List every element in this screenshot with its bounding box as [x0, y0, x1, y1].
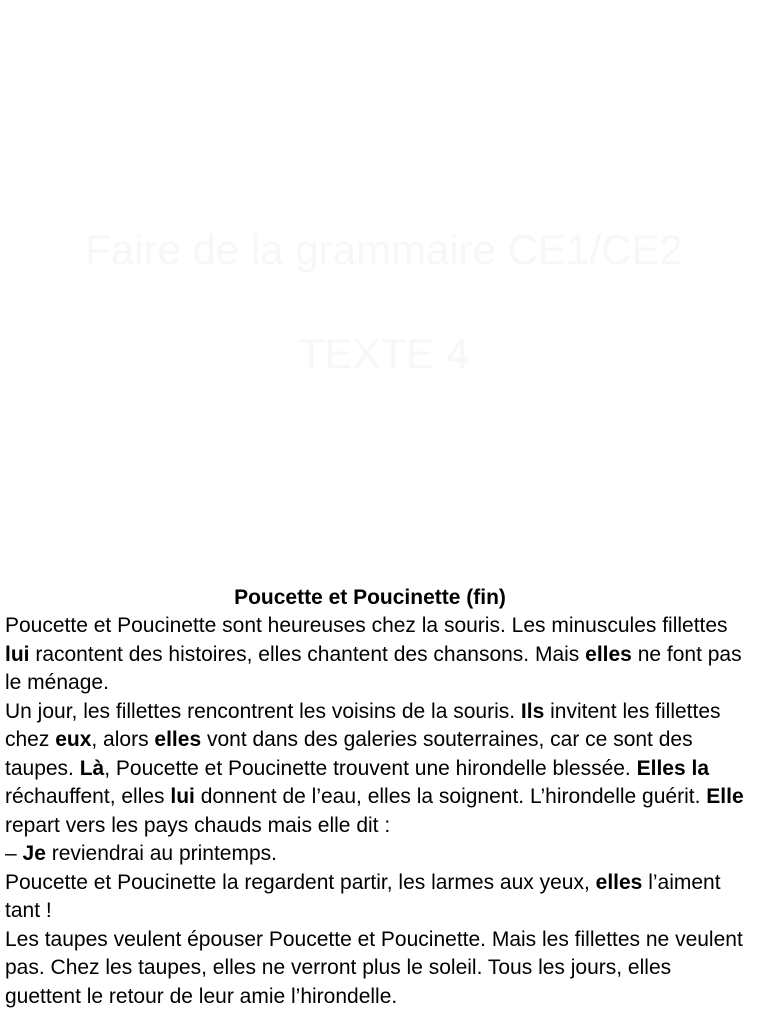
text-run: racontent des histoires, elles chantent des chansons. Mais: [29, 642, 586, 666]
text-run: Poucette et Poucinette la regardent partir, les larmes aux yeux,: [5, 870, 596, 894]
text-run: Les taupes veulent épouser Poucette et Poucinette. Mais les fillettes ne veulent pas. Chez les taupes, elles ne verront plus le soleil. Tous les jours, elles guettent le retour de leur amie l’hirondelle.: [5, 927, 743, 1008]
emphasized-word: Elle: [706, 785, 744, 808]
emphasized-word: Elles la: [636, 756, 709, 780]
story-paragraph: [5, 612, 750, 698]
text-run: invitent les fillettes chez: [5, 699, 721, 751]
emphasized-word: Là: [79, 756, 105, 780]
emphasized-word: lui: [5, 642, 30, 666]
text-run: Poucette et Poucinette sont heureuses chez la souris. Les minuscules fillettes: [5, 614, 728, 637]
text-run: ne font pas le ménage.: [5, 642, 742, 694]
story-paragraph: [5, 926, 750, 1012]
emphasized-word: Je: [22, 842, 46, 865]
text-run: reviendrai au printemps.: [45, 842, 277, 865]
story-text: [5, 612, 750, 1011]
emphasized-word: elles: [585, 642, 632, 666]
emphasized-word: elles: [154, 728, 202, 751]
text-run: –: [5, 842, 23, 865]
faded-slide-title: Faire de la grammaire CE1/CE2: [85, 226, 683, 273]
text-run: réchauffent, elles: [5, 785, 171, 808]
text-run: Un jour, les fillettes rencontrent les voisins de la souris.: [5, 699, 521, 723]
text-run: , Poucette et Poucinette trouvent une hirondelle blessée.: [104, 756, 637, 780]
faded-slide-subtitle: TEXTE 4: [298, 330, 470, 377]
text-run: repart vers les pays chauds mais elle dit :: [5, 813, 391, 837]
emphasized-word: lui: [170, 785, 195, 808]
story-paragraph: [5, 869, 750, 926]
emphasized-word: eux: [55, 728, 92, 751]
text-run: vont dans des galeries souterraines, car ce sont des taupes.: [5, 728, 693, 780]
text-run: , alors: [91, 728, 155, 751]
emphasized-word: Ils: [520, 699, 545, 723]
story-paragraph: [5, 698, 750, 841]
emphasized-word: elles: [595, 870, 643, 894]
text-run: donnent de l’eau, elles la soignent. L’hirondelle guérit.: [194, 785, 707, 808]
story-paragraph: [5, 840, 750, 869]
story-title: Poucette et Poucinette (fin): [234, 586, 506, 609]
text-run: l’aiment tant !: [5, 870, 721, 922]
